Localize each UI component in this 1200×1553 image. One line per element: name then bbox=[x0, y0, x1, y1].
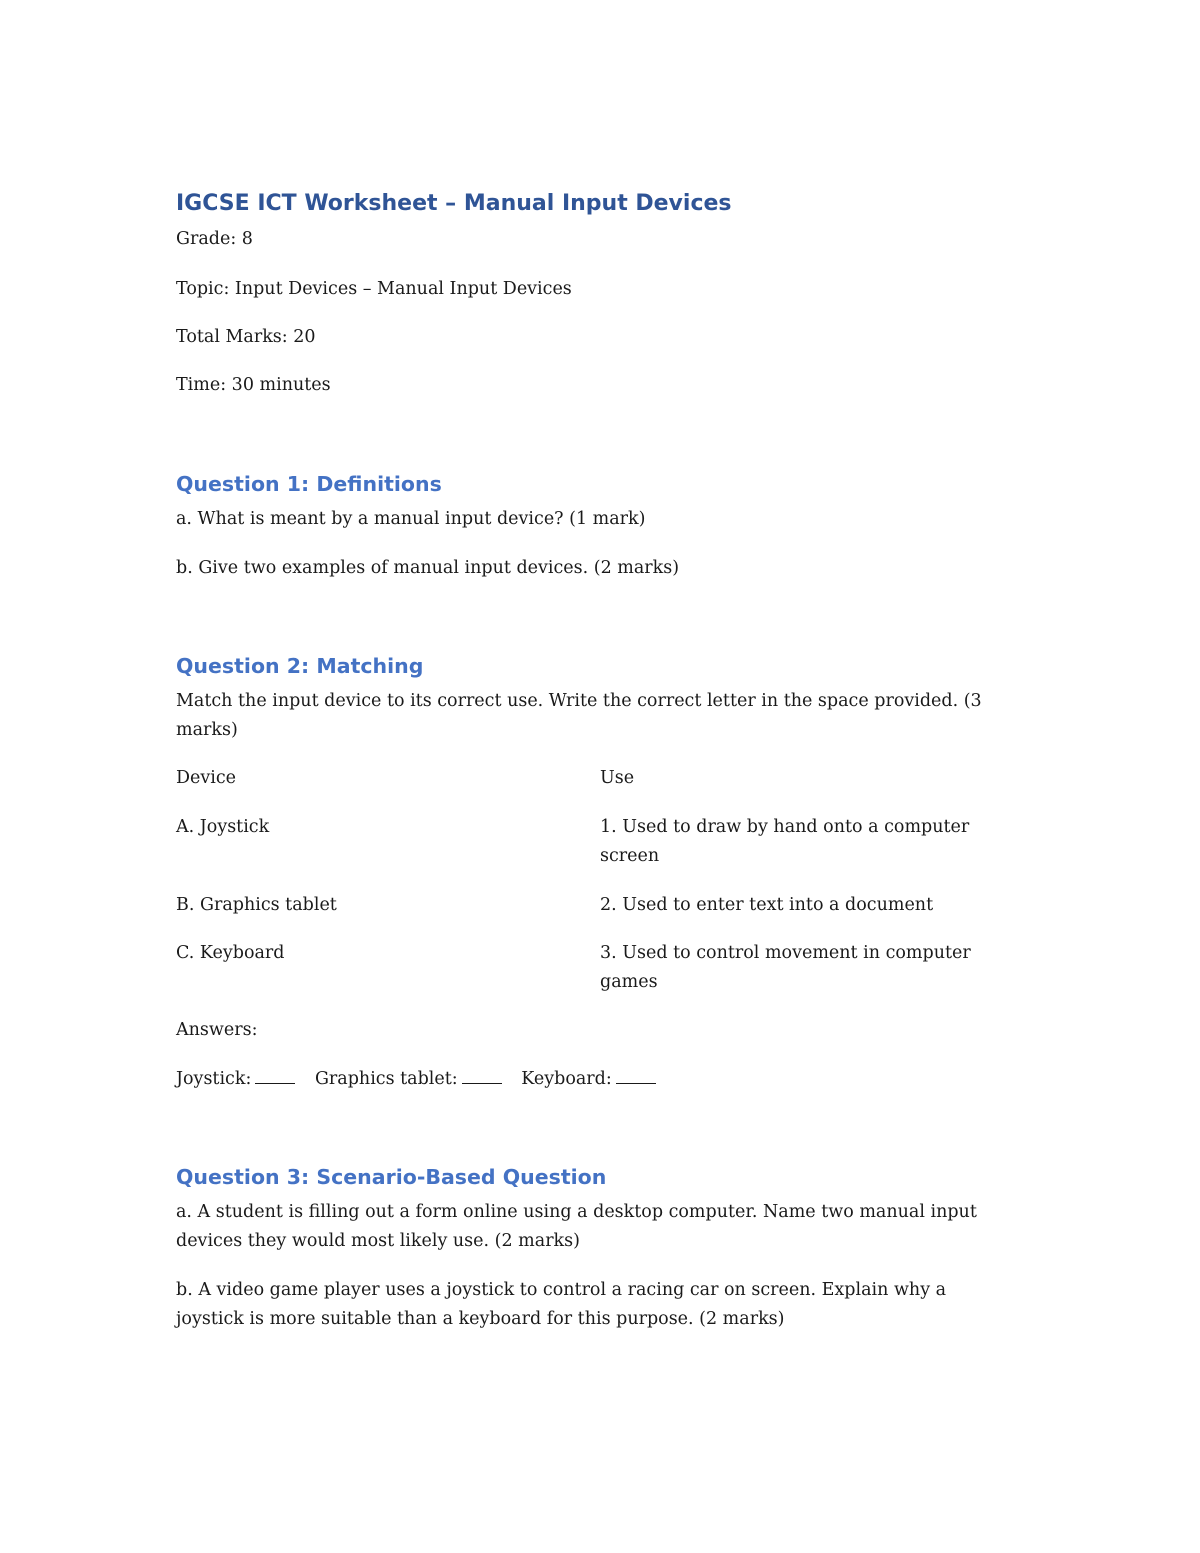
answer-joystick bbox=[176, 1065, 295, 1094]
device-item: C. Keyboard bbox=[176, 943, 285, 963]
answer-graphics-tablet bbox=[315, 1065, 502, 1094]
question-1-heading: Question 1: Definitions bbox=[176, 472, 442, 496]
grade-line: Grade: 8 bbox=[176, 229, 253, 249]
question-3a: a. A student is filling out a form online using a desktop computer. Name two manual input devices they would most likely use. (2 marks) bbox=[176, 1202, 977, 1251]
use-item: 3. Used to control movement in computer games bbox=[600, 943, 971, 992]
use-item: 2. Used to enter text into a document bbox=[600, 895, 934, 915]
answer-keyboard bbox=[521, 1065, 655, 1094]
question-1a: a. What is meant by a manual input device? (1 mark) bbox=[176, 509, 646, 529]
total-marks-line: Total Marks: 20 bbox=[176, 327, 316, 347]
device-item: A. Joystick bbox=[176, 817, 270, 837]
answers-row bbox=[176, 1065, 670, 1094]
answer-label: Graphics tablet: bbox=[314, 1069, 458, 1089]
answer-label: Keyboard: bbox=[521, 1069, 612, 1089]
question-3b: b. A video game player uses a joystick to control a racing car on screen. Explain why a joystick is more suitable than a keyboard for this purpose. (2 marks) bbox=[176, 1280, 947, 1329]
answer-blank[interactable] bbox=[462, 1066, 502, 1084]
time-line: Time: 30 minutes bbox=[176, 375, 331, 395]
use-column-header: Use bbox=[600, 768, 635, 788]
answers-label: Answers: bbox=[176, 1020, 258, 1040]
device-item: B. Graphics tablet bbox=[176, 895, 337, 915]
device-column-header: Device bbox=[176, 768, 237, 788]
question-2-instruction: Match the input device to its correct use. Write the correct letter in the space provided. (3 marks) bbox=[176, 691, 982, 740]
document-title: IGCSE ICT Worksheet – Manual Input Devices bbox=[176, 191, 732, 216]
question-3-heading: Question 3: Scenario-Based Question bbox=[176, 1165, 607, 1189]
answer-label: Joystick: bbox=[176, 1069, 252, 1089]
answer-blank[interactable] bbox=[616, 1066, 656, 1084]
topic-line: Topic: Input Devices – Manual Input Devices bbox=[176, 279, 572, 299]
use-item: 1. Used to draw by hand onto a computer screen bbox=[600, 817, 970, 866]
question-1b: b. Give two examples of manual input devices. (2 marks) bbox=[176, 558, 680, 578]
question-2-heading: Question 2: Matching bbox=[176, 654, 424, 678]
answer-blank[interactable] bbox=[255, 1066, 295, 1084]
